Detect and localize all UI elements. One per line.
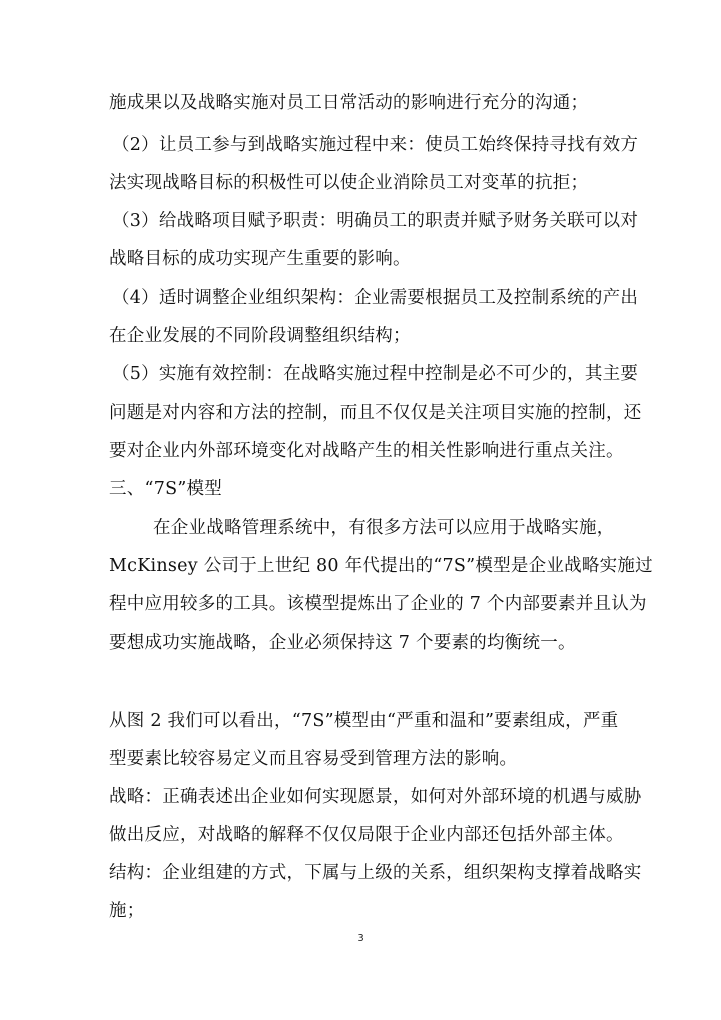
paragraph-line: 程中应用较多的工具。该模型提炼出了企业的 7 个内部要素并且认为 [109, 594, 647, 614]
paragraph-line: 施成果以及战略实施对员工日常活动的影响进行充分的沟通； [109, 93, 589, 113]
paragraph-line: 做出反应，对战略的解释不仅仅局限于企业内部还包括外部主体。 [109, 825, 624, 845]
paragraph-line: 施； [109, 901, 145, 921]
paragraph-line: 要想成功实施战略，企业必须保持这 7 个要素的均衡统一。 [109, 633, 576, 653]
list-item-5-line: （5）实施有效控制：在战略实施过程中控制是必不可少的，其主要 [112, 364, 639, 384]
list-item-3-line: 战略目标的成功实现产生重要的影响。 [109, 249, 411, 269]
paragraph-line: McKinsey 公司于上世纪 80 年代提出的“7S”模型是企业战略实施过 [109, 556, 653, 576]
list-item-5-line: 问题是对内容和方法的控制，而且不仅仅是关注项目实施的控制，还 [109, 403, 642, 423]
list-item-4-line: （4）适时调整企业组织架构：企业需要根据员工及控制系统的产出 [112, 288, 639, 308]
paragraph-line: 从图 2 我们可以看出，“7S”模型由“严重和温和”要素组成，严重 [109, 711, 619, 731]
paragraph-line: 在企业战略管理系统中，有很多方法可以应用于战略实施， [153, 518, 615, 538]
paragraph-line: 战略：正确表述出企业如何实现愿景，如何对外部环境的机遇与威胁 [109, 787, 642, 807]
section-heading: 三、“7S”模型 [109, 479, 223, 499]
list-item-5-line: 要对企业内外部环境变化对战略产生的相关性影响进行重点关注。 [109, 441, 624, 461]
list-item-2-line: （2）让员工参与到战略实施过程中来：使员工始终保持寻找有效方 [112, 135, 639, 155]
list-item-4-line: 在企业发展的不同阶段调整组织结构； [109, 326, 411, 346]
page-number: 3 [357, 933, 364, 944]
list-item-2-line: 法实现战略目标的积极性可以使企业消除员工对变革的抗拒； [109, 173, 589, 193]
paragraph-line: 结构：企业组建的方式，下属与上级的关系，组织架构支撑着战略实 [109, 863, 642, 883]
paragraph-line: 型要素比较容易定义而且容易受到管理方法的影响。 [109, 749, 518, 769]
list-item-3-line: （3）给战略项目赋予职责：明确员工的职责并赋予财务关联可以对 [112, 211, 639, 231]
